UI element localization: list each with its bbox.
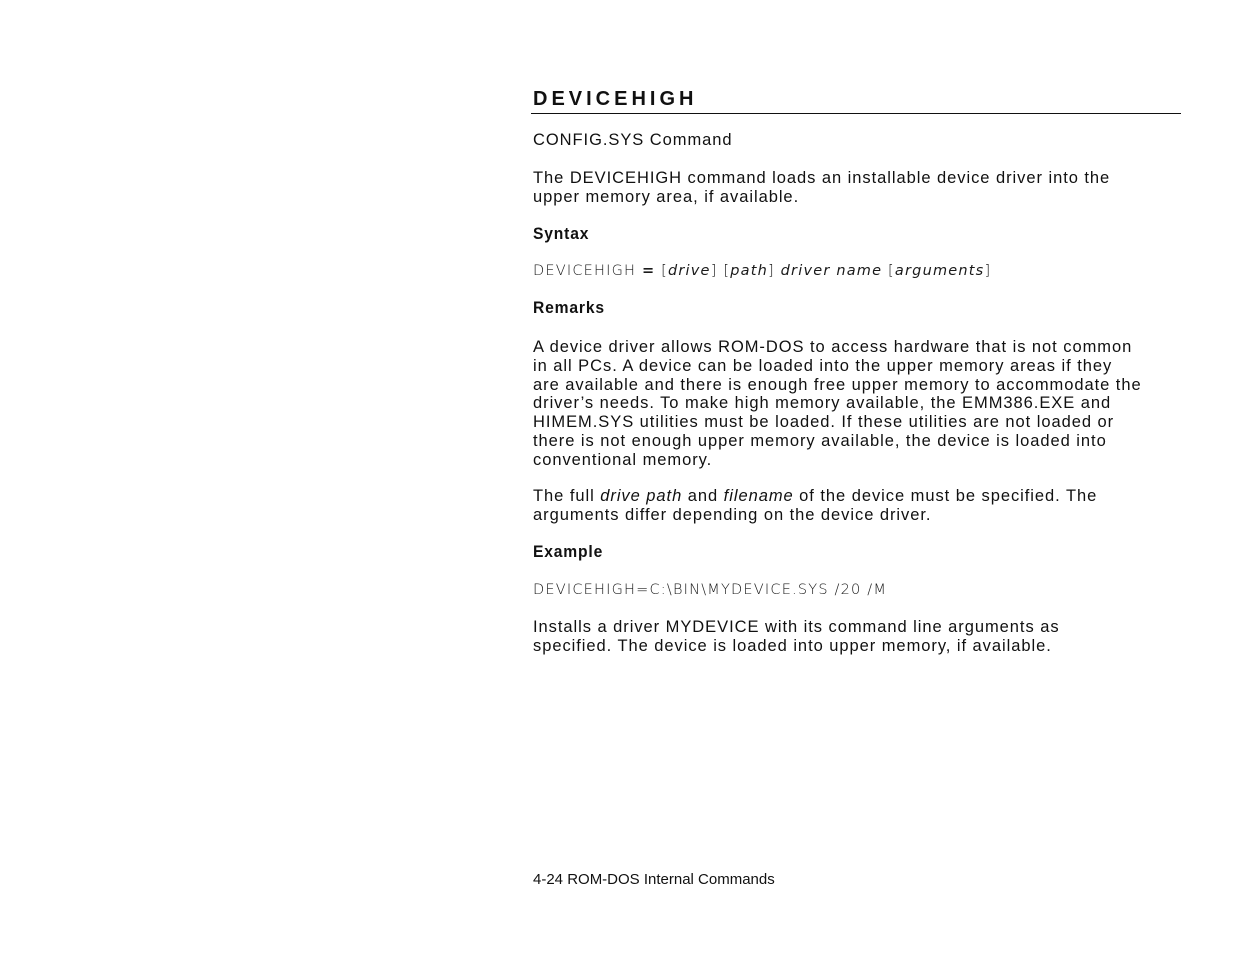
remarks-text: The full xyxy=(533,487,601,505)
syntax-drive: drive xyxy=(667,263,711,279)
command-type: CONFIG.SYS Command xyxy=(533,131,733,149)
remarks-line: are available and there is enough free upper memory to accommodate the xyxy=(533,375,1142,394)
example-code: DEVICEHIGH=C:\BIN\MYDEVICE.SYS /20 /M xyxy=(533,582,888,598)
remarks-line xyxy=(533,487,1183,506)
title-rule xyxy=(531,113,1181,114)
syntax-arguments: arguments xyxy=(894,263,985,279)
remarks-line: arguments differ depending on the device driver. xyxy=(533,505,932,524)
syntax-bracket: [ xyxy=(717,263,731,279)
remarks-paragraph xyxy=(533,338,1183,470)
intro-line: upper memory area, if available. xyxy=(533,187,800,206)
page-footer: 4-24 ROM-DOS Internal Commands xyxy=(533,871,775,888)
example-line: specified. The device is loaded into upper memory, if available. xyxy=(533,636,1052,655)
remarks-paragraph-2 xyxy=(533,487,1183,525)
remarks-line: A device driver allows ROM-DOS to access hardware that is not common xyxy=(533,338,1133,356)
syntax-line xyxy=(533,262,991,280)
example-description xyxy=(533,618,1183,656)
remarks-line: there is not enough upper memory available, the device is loaded into xyxy=(533,431,1107,450)
syntax-path: path xyxy=(730,263,768,279)
remarks-heading: Remarks xyxy=(533,298,605,317)
remarks-emphasis: filename xyxy=(723,487,794,505)
example-heading: Example xyxy=(533,542,604,561)
remarks-line: conventional memory. xyxy=(533,450,713,469)
syntax-bracket: [ xyxy=(655,263,668,279)
syntax-bracket: [ xyxy=(882,263,895,279)
intro-paragraph xyxy=(533,169,1183,207)
remarks-line: driver’s needs. To make high memory available, the EMM386.EXE and xyxy=(533,394,1112,413)
example-line: Installs a driver MYDEVICE with its command line arguments as xyxy=(533,618,1060,636)
remarks-text: of the device must be specified. The xyxy=(793,487,1098,505)
syntax-equals: = xyxy=(641,263,656,279)
remarks-emphasis: drive path xyxy=(600,487,683,505)
syntax-bracket: ] xyxy=(710,263,718,279)
remarks-line: in all PCs. A device can be loaded into the upper memory areas if they xyxy=(533,356,1113,375)
intro-line: The DEVICEHIGH command loads an installable device driver into the xyxy=(533,169,1111,187)
page-title: DEVICEHIGH xyxy=(533,88,698,110)
syntax-heading: Syntax xyxy=(533,224,590,243)
syntax-command: DEVICEHIGH xyxy=(533,263,637,279)
remarks-line: HIMEM.SYS utilities must be loaded. If these utilities are not loaded or xyxy=(533,413,1115,432)
syntax-bracket: ] xyxy=(767,263,775,279)
syntax-driver-name: driver name xyxy=(780,263,883,279)
syntax-bracket: ] xyxy=(984,263,992,279)
remarks-text: and xyxy=(682,487,724,505)
